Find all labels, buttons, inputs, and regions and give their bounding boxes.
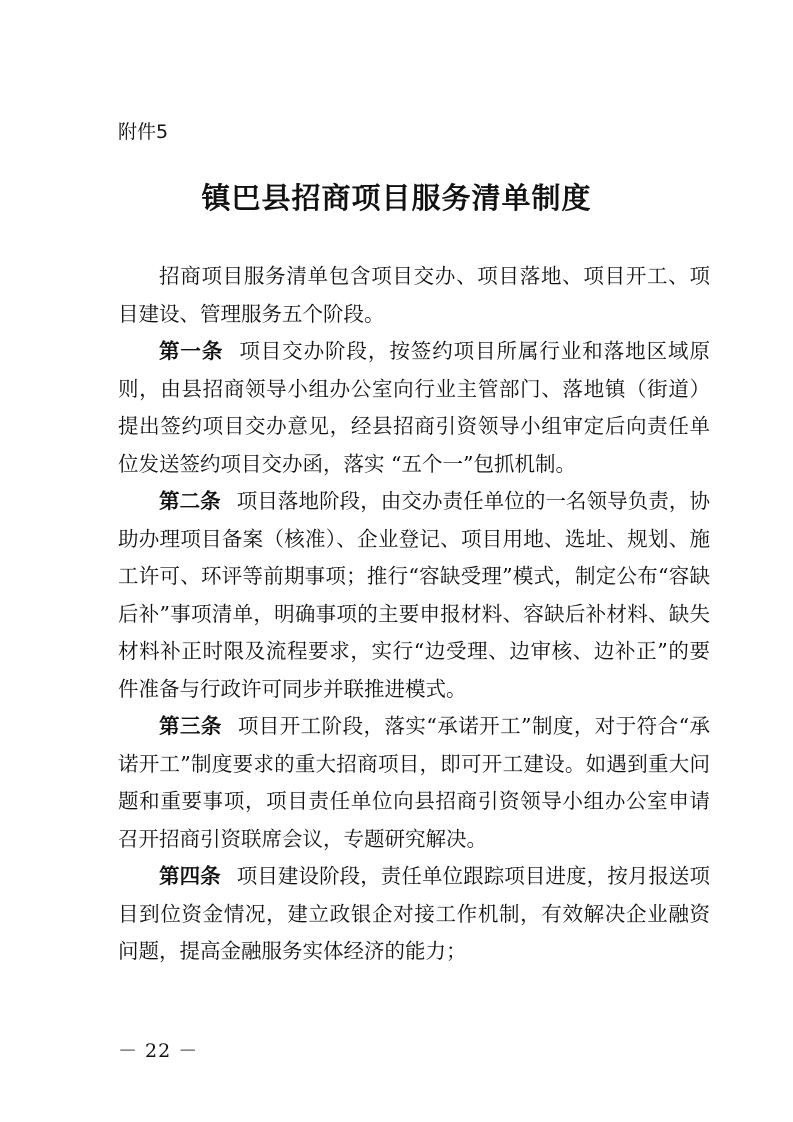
intro-paragraph: 招商项目服务清单包含项目交办、项目落地、项目开工、项目建设、管理服务五个阶段。 xyxy=(118,264,710,326)
attachment-label: 附件5 xyxy=(118,121,169,143)
article-label-4: 第四条 xyxy=(159,864,221,888)
article-text-4: 项目建设阶段，责任单位跟踪项目进度，按月报送项目到位资金情况，建立政银企对接工作机制，有效解决企业融资问题，提高金融服务实体经济的能力； xyxy=(118,864,711,963)
page-number: － 22 － xyxy=(118,1040,199,1062)
document-body xyxy=(118,258,710,971)
article-label-3: 第三条 xyxy=(159,714,222,738)
article-label-2: 第二条 xyxy=(159,489,221,513)
article-text-3: 项目开工阶段，落实“承诺开工”制度，对于符合“承诺开工”制度要求的重大招商项目，即可开工建设。如遇到重大问题和重要事项，项目责任单位向县招商引资领导小组办公室申请召开招商引资联席会议，专题研究解决。 xyxy=(118,714,710,851)
article-paragraph-3 xyxy=(118,708,710,858)
article-text-1: 项目交办阶段，按签约项目所属行业和落地区域原则，由县招商领导小组办公室向行业主管部门、落地镇（街道）提出签约项目交办意见，经县招商引资领导小组审定后向责任单位发送签约项目交办函，落实 “五个一”包抓机制。 xyxy=(118,339,710,476)
article-paragraph-1 xyxy=(118,333,710,483)
article-text-2: 项目落地阶段，由交办责任单位的一名领导负责，协助办理项目备案（核准）、企业登记、项目用地、选址、规划、施工许可、环评等前期事项；推行“容缺受理”模式，制定公布“容缺后补”事项清单，明确事项的主要申报材料、容缺后补材料、缺失材料补正时限及流程要求，实行“边受理、边审核、边补正”的要件准备与行政许可同步并联推进模式。 xyxy=(118,489,711,701)
document-title: 镇巴县招商项目服务清单制度 xyxy=(201,181,592,215)
article-paragraph-4 xyxy=(118,858,710,971)
article-label-1: 第一条 xyxy=(159,339,224,363)
article-paragraph-2 xyxy=(118,483,710,708)
